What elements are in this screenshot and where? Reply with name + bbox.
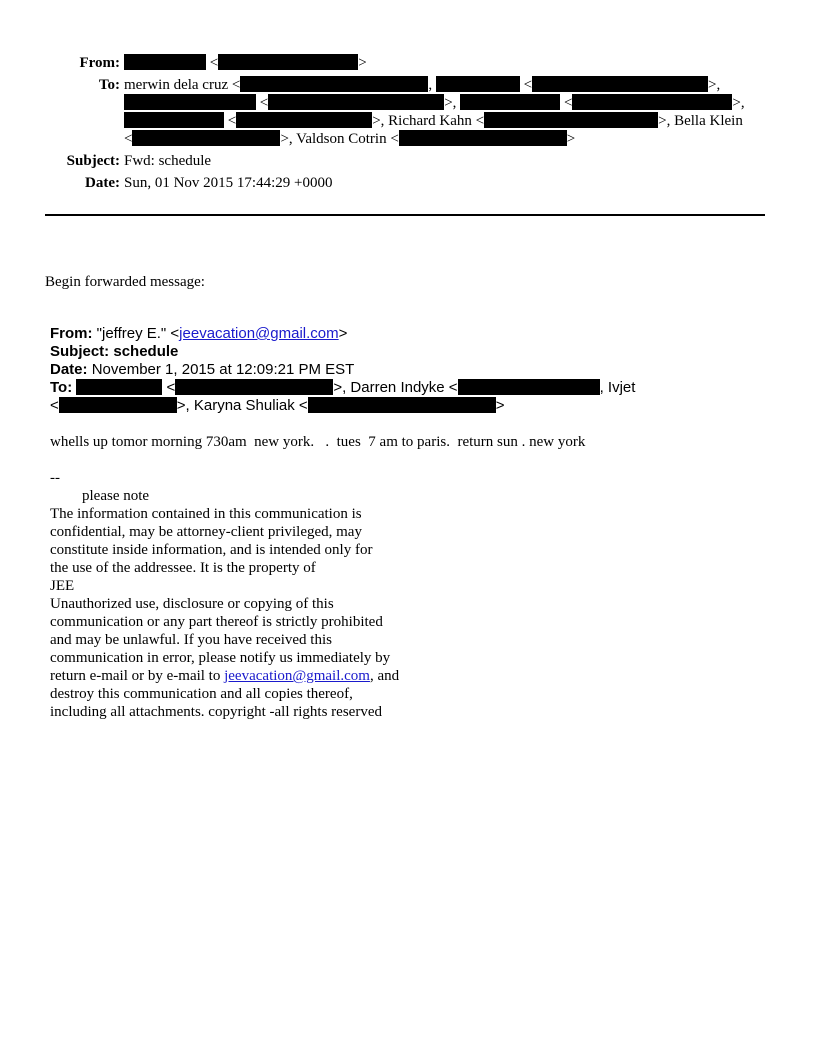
disclaimer-line: and may be unlawful. If you have received this bbox=[50, 632, 332, 648]
redaction bbox=[240, 76, 428, 92]
outer-subject-label: Subject: bbox=[66, 153, 120, 169]
message-body: whells up tomor morning 730am new york. . tues 7 am to paris. return sun . new york bbox=[50, 434, 586, 450]
redaction bbox=[132, 130, 280, 146]
redaction bbox=[458, 379, 600, 395]
inner-date-label: Date: bbox=[50, 361, 88, 378]
outer-to-richard: >, Richard Kahn < bbox=[372, 113, 485, 129]
disclaimer-line: communication in error, please notify us immediately by bbox=[50, 650, 391, 666]
disclaimer-line: Unauthorized use, disclosure or copying of this bbox=[50, 596, 334, 612]
disclaimer-email-prefix: return e-mail or by e-mail to bbox=[50, 668, 225, 684]
inner-from-label: From: bbox=[50, 325, 93, 342]
disclaimer-line: including all attachments. copyright -all rights reserved bbox=[50, 704, 382, 720]
outer-to-bella: >, Bella Klein bbox=[658, 113, 743, 129]
inner-to-karyna: >, Karyna Shuliak < bbox=[176, 397, 308, 414]
redaction bbox=[436, 76, 520, 92]
redaction bbox=[532, 76, 708, 92]
signature-dashes: -- bbox=[50, 470, 60, 486]
inner-to-line-1: To: < >, Darren Indyke < , Ivjet bbox=[50, 379, 636, 396]
disclaimer-line: constitute inside information, and is intended only for bbox=[50, 542, 373, 558]
inner-to-line-2: < >, Karyna Shuliak < > bbox=[50, 397, 505, 414]
disclaimer-email-link[interactable]: jeevacation@gmail.com bbox=[224, 668, 370, 684]
disclaimer-line: JEE bbox=[50, 578, 75, 594]
redaction bbox=[236, 112, 372, 128]
inner-from-email-link[interactable]: jeevacation@gmail.com bbox=[179, 325, 339, 342]
inner-to-ivjet: , Ivjet bbox=[599, 379, 636, 396]
disclaimer-line: communication or any part thereof is strictly prohibited bbox=[50, 614, 383, 630]
outer-from-label: From: bbox=[79, 55, 120, 71]
redaction bbox=[484, 112, 658, 128]
redaction bbox=[59, 397, 177, 413]
disclaimer-email-suffix: , and bbox=[369, 668, 400, 684]
outer-to-line-1: merwin dela cruz < , < >, bbox=[124, 77, 721, 93]
redaction bbox=[308, 397, 496, 413]
outer-to-line-4: < >, Valdson Cotrin < > bbox=[124, 131, 576, 147]
redaction bbox=[175, 379, 333, 395]
disclaimer-line: the use of the addressee. It is the property of bbox=[50, 560, 316, 576]
redaction bbox=[399, 130, 567, 146]
outer-to-label: To: bbox=[98, 77, 120, 93]
signature-note: please note bbox=[82, 488, 150, 504]
outer-subject-value: Fwd: schedule bbox=[124, 153, 212, 169]
outer-to-line-3: < >, Richard Kahn < >, Bella Klein bbox=[124, 112, 743, 130]
outer-to-valdson: >, Valdson Cotrin < bbox=[280, 131, 399, 147]
outer-to-merwin: merwin dela cruz < bbox=[124, 77, 241, 93]
outer-date-label: Date: bbox=[85, 175, 120, 191]
redaction bbox=[124, 54, 206, 70]
redaction bbox=[76, 379, 162, 395]
redaction bbox=[218, 54, 358, 70]
inner-date-line bbox=[50, 361, 354, 379]
redaction bbox=[124, 94, 256, 110]
inner-subject-value: schedule bbox=[113, 343, 179, 360]
disclaimer-line: confidential, may be attorney-client privileged, may bbox=[50, 524, 362, 540]
redaction bbox=[268, 94, 444, 110]
outer-to-line-2: < >, < >, bbox=[124, 94, 745, 112]
inner-date-value: November 1, 2015 at 12:09:21 PM EST bbox=[91, 361, 355, 378]
inner-to-darren: >, Darren Indyke < bbox=[333, 379, 458, 396]
inner-from-line: From: "jeffrey E." <jeevacation@gmail.com> bbox=[50, 325, 348, 342]
inner-subject-line bbox=[50, 343, 178, 361]
inner-to-label: To: bbox=[50, 379, 73, 396]
header-divider bbox=[45, 214, 765, 216]
inner-subject-label: Subject: bbox=[50, 343, 110, 360]
disclaimer-line: The information contained in this communication is bbox=[50, 506, 362, 522]
disclaimer-line: destroy this communication and all copies thereof, bbox=[50, 686, 353, 702]
disclaimer-email-line bbox=[50, 667, 399, 685]
outer-from-value: < > bbox=[124, 54, 367, 72]
redaction bbox=[572, 94, 732, 110]
inner-from-name: "jeffrey E." < bbox=[96, 325, 180, 342]
outer-date-value: Sun, 01 Nov 2015 17:44:29 +0000 bbox=[124, 175, 333, 191]
redaction bbox=[124, 112, 224, 128]
forward-intro: Begin forwarded message: bbox=[45, 274, 205, 290]
redaction bbox=[460, 94, 560, 110]
